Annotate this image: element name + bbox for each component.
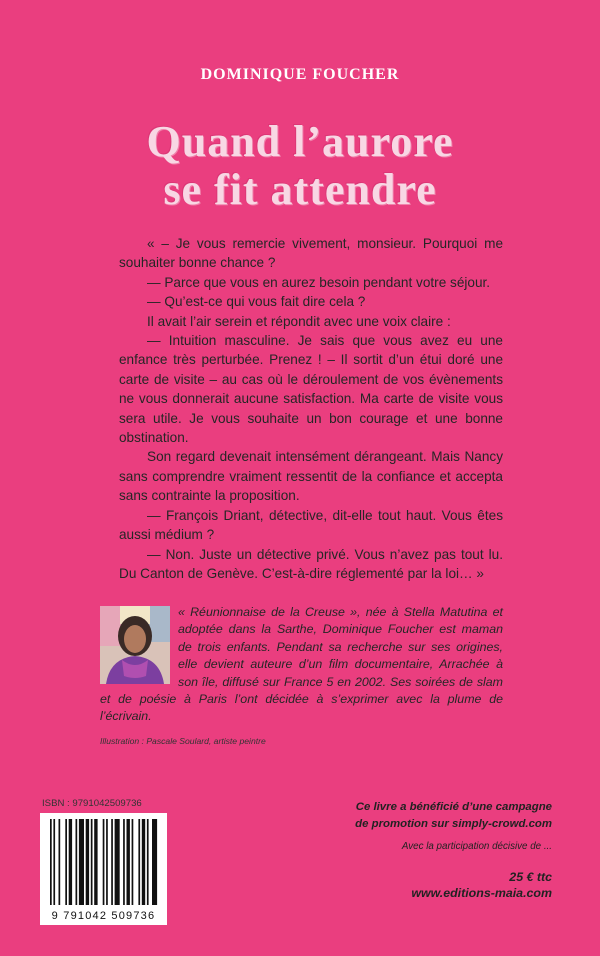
excerpt-paragraph: — Qu’est-ce qui vous fait dire cela ?	[147, 294, 366, 310]
barcode-bar	[142, 819, 145, 905]
excerpt-paragraph: — Intuition masculine. Je sais que vous avez eu une enfance très perturbée. Prenez ! – Il sortit d’un étui doré une carte de visite – au cas où le déroulement de vos évènements ne vous donnerait aucune satisfaction. Ma carte de visite vous sera utile. Je vous souhaite un bon courage et une bonne obstination.	[119, 333, 503, 446]
barcode-bar	[53, 819, 55, 905]
barcode-bar	[69, 819, 72, 905]
campaign-line-2: de promotion sur simply-crowd.com	[355, 818, 552, 830]
author-bio	[100, 604, 503, 726]
book-title	[0, 118, 600, 214]
excerpt-paragraph: Son regard devenait intensément dérangeant. Mais Nancy sans comprendre vraiment ressentit de la confiance et accepta sans contrainte la proposition.	[119, 449, 503, 504]
barcode-bar	[115, 819, 120, 905]
barcode-bar	[76, 819, 78, 905]
excerpt-paragraph: — François Driant, détective, dit-elle tout haut. Vous êtes aussi médium ?	[119, 507, 503, 543]
barcode-bar	[65, 819, 67, 905]
barcode-bar	[50, 819, 52, 905]
isbn-label: ISBN : 9791042509736	[42, 798, 142, 809]
excerpt-paragraph: Il avait l’air serein et répondit avec une voix claire :	[147, 313, 451, 329]
excerpt-paragraph: — Non. Juste un détective privé. Vous n’avez pas tout lu. Du Canton de Genève. C’est-à-dire réglementé par la loi… »	[119, 546, 503, 581]
excerpt-paragraph: « – Je vous remercie vivement, monsieur. Pourquoi me souhaiter bonne chance ?	[119, 236, 503, 271]
excerpt-paragraph: — Parce que vous en aurez besoin pendant votre séjour.	[147, 274, 491, 290]
publisher-info	[292, 799, 552, 900]
barcode-bar	[94, 819, 97, 905]
barcode-bar	[127, 819, 130, 905]
barcode-digits: 9 791042 509736	[51, 910, 156, 922]
barcode-bar	[123, 819, 125, 905]
barcode-bar	[106, 819, 108, 905]
price: 25 € ttc	[509, 870, 552, 884]
author-name: DOMINIQUE FOUCHER	[200, 66, 400, 83]
author-bio-text: « Réunionnaise de la Creuse », née à Stella Matutina et adoptée dans la Sarthe, Dominique Foucher est maman de trois enfants. Pendant sa recherche sur ses origines, elle devient auteure d’un film documentaire, Arrachée à son île, diffusé sur France 5 en 2002. Ses soirées de slam et de poésie à Paris l’ont décidée à s’exprimer avec la plume de l’écrivain.	[100, 605, 503, 724]
barcode-bars	[40, 813, 167, 913]
title-line-1: Quand l’aurore	[146, 117, 454, 166]
participation-note: Avec la participation décisive de ...	[401, 841, 552, 852]
barcode-bar	[91, 819, 93, 905]
barcode-bar	[59, 819, 61, 905]
barcode-bar	[152, 819, 157, 905]
barcode-bar	[86, 819, 89, 905]
book-excerpt	[119, 234, 503, 583]
illustration-credit: Illustration : Pascale Soulard, artiste peintre	[100, 736, 266, 746]
barcode-bar	[79, 819, 84, 905]
barcode	[40, 813, 167, 925]
barcode-bar	[138, 819, 140, 905]
campaign-line-1: Ce livre a bénéficié d’une campagne	[355, 801, 552, 813]
barcode-bar	[132, 819, 134, 905]
publisher-website: www.editions-maia.com	[411, 886, 552, 900]
title-line-2: se fit attendre	[163, 165, 437, 214]
barcode-bar	[111, 819, 113, 905]
barcode-bar	[147, 819, 149, 905]
barcode-bar	[103, 819, 105, 905]
